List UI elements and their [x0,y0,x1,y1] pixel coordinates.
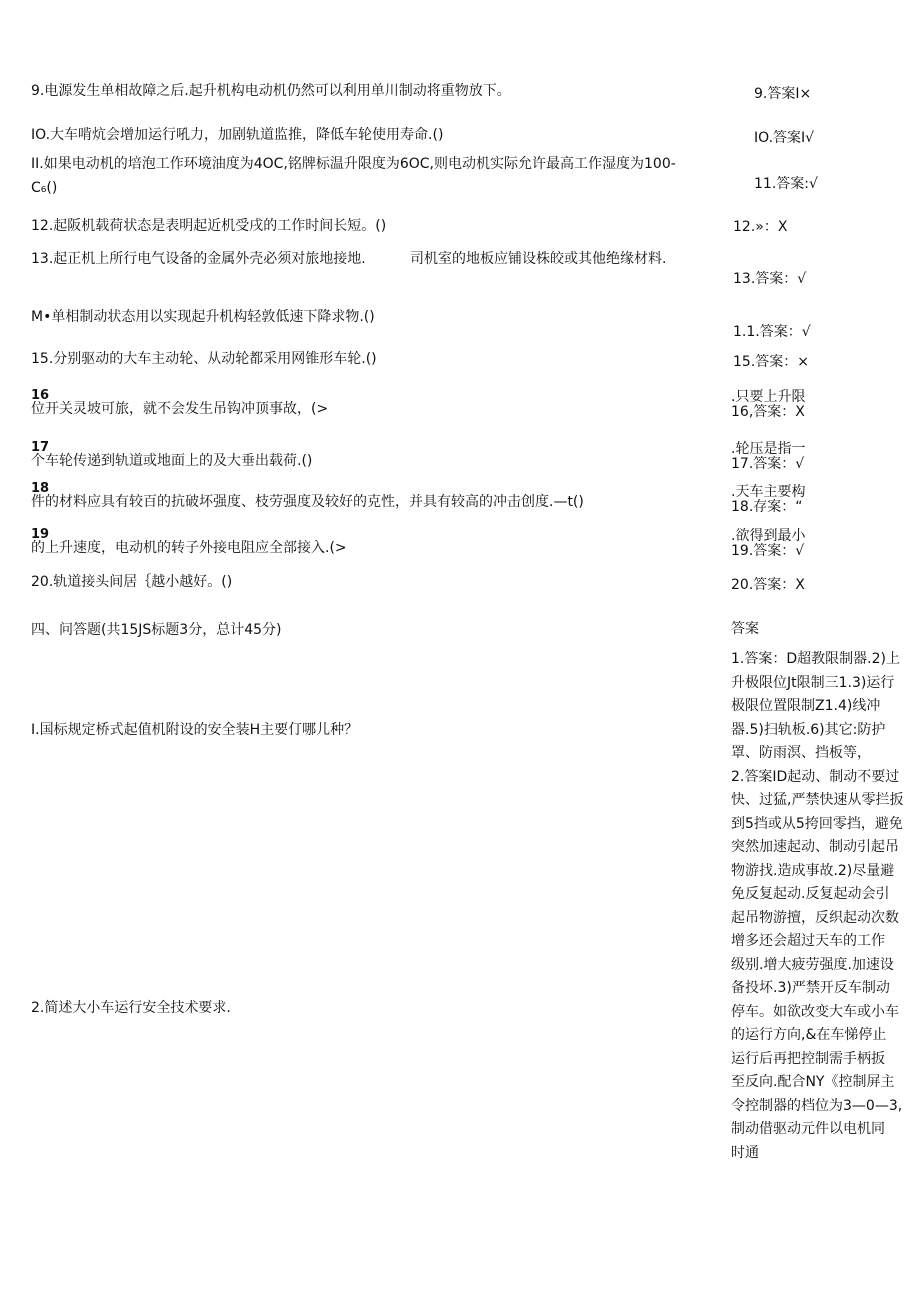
question-10-answer: IO.答案I√ [754,130,815,146]
answer-line: 器.5)扫轨板.6)其它:防护 [731,721,886,738]
question-11-answer: 11.答案:√ [754,176,818,192]
question-14-answer: 1.1.答案：√ [733,324,811,340]
answer-line: 罩、防雨溟、挡板等， [731,745,871,761]
question-16-text-right: .只要上升限 [731,389,806,405]
essay-question-1: I.国标规定桥式起值机附设的安全装H主要仃哪儿种？ [31,722,359,738]
answer-line: 升极限位Jt限制三1.3)运行 [731,674,895,691]
question-19-answer: 19.答案：√ [731,543,805,559]
question-19-number: 19 [31,527,50,542]
question-19-text-right: .欲得到最小 [731,528,806,544]
question-16-answer: 16,答案：X [731,404,805,420]
question-17-answer: 17.答案：√ [731,456,805,472]
question-9-answer: 9.答案I× [754,86,812,102]
question-9-text: 9.电源发生单相故障之后.起升机构电动机仍然可以利用单川制动将重物放下。 [31,83,511,99]
question-19-text: 的上升速度，电动机的转子外接电阻应全部接入.(> [31,540,347,556]
question-13-text: 13.起正机上所行电气设备的金属外壳必须对旅地接地. [31,251,366,267]
question-14-text: M•单相制动状态用以实现起升机构轻敦低速下降求物.() [31,309,375,325]
answer-line: 备投坏.3)严禁开反车制动 [731,980,890,996]
answer-line: 快、过猛,严禁快速从零拦扳 [731,792,904,808]
question-13-text-cont: 司机室的地板应铺设株皎或其他绝缘材料. [410,251,667,267]
question-12-text: 12.起阪机载荷状态是表明起近机受戌的工作时间长短。() [31,218,387,234]
answer-line: 到5挡或从5挎回零挡，避免 [731,815,903,832]
answer-line: 至反向.配合NY《控制屏主 [731,1074,895,1090]
question-18-text-right: .天车主要构 [731,484,806,500]
question-17-number: 17 [31,440,50,455]
question-18-text: 件的材料应具有较百的抗破坏强度、枝劳强度及较好的克性，并具有较高的冲击创度.—t() [31,494,584,510]
question-11-text-cont: C₆() [31,180,58,196]
question-11-text: II.如果电动机的培泡工作环境油度为4OC,铭牌标温升限度为6OC,则电动机实际允许最高工作湿度为100- [31,156,676,172]
question-20-text: 20.轨道接头间居｛越小越好。() [31,574,233,590]
answer-line: 极限位置限制Z1.4)线冲 [731,698,881,714]
answer-line: 2.答案ID起动、制动不要过 [731,768,900,785]
question-16-number: 16 [31,388,50,403]
answer-line: 停车。如欲改变大车或小车 [731,1003,899,1020]
question-15-answer: 15.答案：× [733,354,809,370]
section-title: 四、问答题(共15JS标题3分，总计45分) [31,622,282,638]
answer-line: 令控制器的档位为3—0—3, [731,1097,903,1114]
answer-line: 的运行方向,&在车悌停止 [731,1027,887,1043]
essay-answers [731,648,913,1165]
question-10-text: IO.大车啃炕会增加运行吼力，加剧轨道监推，降低车轮使用寿命.() [31,127,444,143]
answer-line: 起吊物游擅，反织起动次数 [731,909,899,926]
answer-line: 免反复起动.反复起动会引 [731,886,890,902]
answer-line: 增多还会超过天车的工作 [731,933,885,949]
question-16-text: 位开关灵坡可旅，就不会发生吊钩冲顶事故，(> [31,401,329,417]
answer-heading: 答案 [731,621,759,637]
question-18-number: 18 [31,481,50,496]
answer-line: 时通 [731,1144,759,1161]
answer-line: 1.答案：D超教限制器.2)上 [731,651,900,667]
question-17-text-right: .轮压是指一 [731,441,806,457]
answer-line: 制动借驱动元件以电机同 [731,1121,885,1137]
answer-line: 突然加速起动、制动引起吊 [731,839,899,855]
question-17-text: 个车轮传递到轨道或地面上的及大垂出载荷.() [31,453,313,469]
question-13-answer: 13.答案：√ [733,271,807,287]
answer-line: 运行后再把控制需手柄扳 [731,1050,885,1067]
essay-question-2: 2.简述大小车运行安全技术要求. [31,1000,231,1016]
question-18-answer: 18.存案：“ [731,499,803,515]
question-20-answer: 20.答案：X [731,577,805,593]
question-12-answer: 12.»：X [733,219,788,235]
answer-line: 级别.增大疲劳强度.加速设 [731,956,894,973]
question-15-text: 15.分别驱动的大车主动轮、从动轮都采用网锥形车轮.() [31,351,377,367]
answer-line: 物游找.造成事故.2)尽量避 [731,862,895,879]
